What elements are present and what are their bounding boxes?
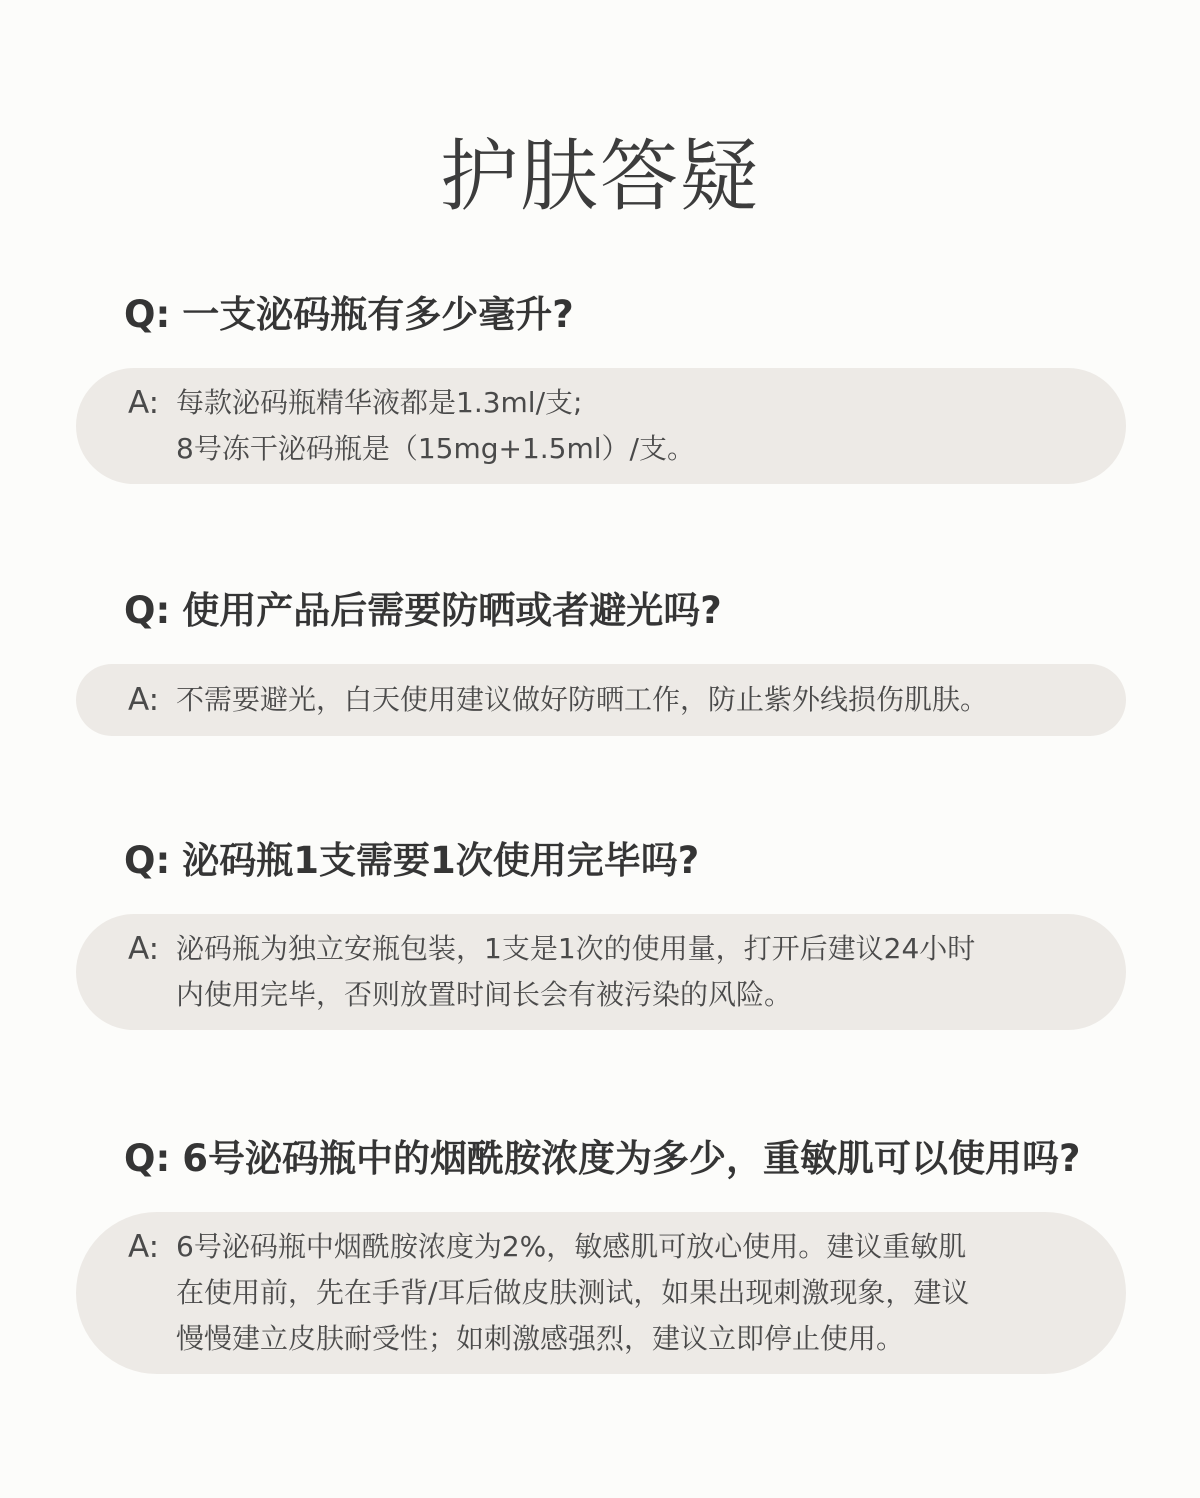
faq-answer-4: [76, 1212, 1126, 1374]
faq-answer-3: [76, 914, 1126, 1030]
faq-question-1: [124, 293, 574, 336]
answer-line: 内使用完毕，否则放置时间长会有被污染的风险。: [176, 978, 793, 1011]
q-prefix: Q:: [124, 293, 171, 336]
answer-line: 在使用前，先在手背/耳后做皮肤测试，如果出现刺激现象，建议: [176, 1276, 970, 1309]
faq-question-2: [124, 589, 722, 632]
question-text: 使用产品后需要防晒或者避光吗?: [182, 589, 722, 632]
question-text: 一支泌码瓶有多少毫升?: [182, 293, 574, 336]
faq-question-3: [124, 839, 700, 882]
page-title: 护肤答疑: [439, 132, 760, 222]
answer-line: 慢慢建立皮肤耐受性；如刺激感强烈，建议立即停止使用。: [176, 1322, 905, 1355]
answer-line: 泌码瓶为独立安瓶包装，1支是1次的使用量，打开后建议24小时: [176, 932, 976, 965]
answer-line: 6号泌码瓶中烟酰胺浓度为2%，敏感肌可放心使用。建议重敏肌: [176, 1230, 967, 1263]
a-prefix: A:: [128, 682, 160, 718]
a-prefix: A:: [128, 385, 160, 421]
faq-question-4: [124, 1137, 1081, 1180]
answer-line: 每款泌码瓶精华液都是1.3ml/支;: [176, 386, 583, 419]
question-text: 6号泌码瓶中的烟酰胺浓度为多少，重敏肌可以使用吗?: [182, 1137, 1081, 1180]
q-prefix: Q:: [124, 839, 171, 882]
a-prefix: A:: [128, 931, 160, 967]
q-prefix: Q:: [124, 589, 171, 632]
q-prefix: Q:: [124, 1137, 171, 1180]
faq-answer-1: [76, 368, 1126, 484]
answer-line: 不需要避光，白天使用建议做好防晒工作，防止紫外线损伤肌肤。: [176, 683, 989, 716]
answer-line: 8号冻干泌码瓶是（15mg+1.5ml）/支。: [176, 432, 695, 465]
question-text: 泌码瓶1支需要1次使用完毕吗?: [182, 839, 700, 882]
faq-answer-2: [76, 664, 1126, 736]
a-prefix: A:: [128, 1229, 160, 1265]
